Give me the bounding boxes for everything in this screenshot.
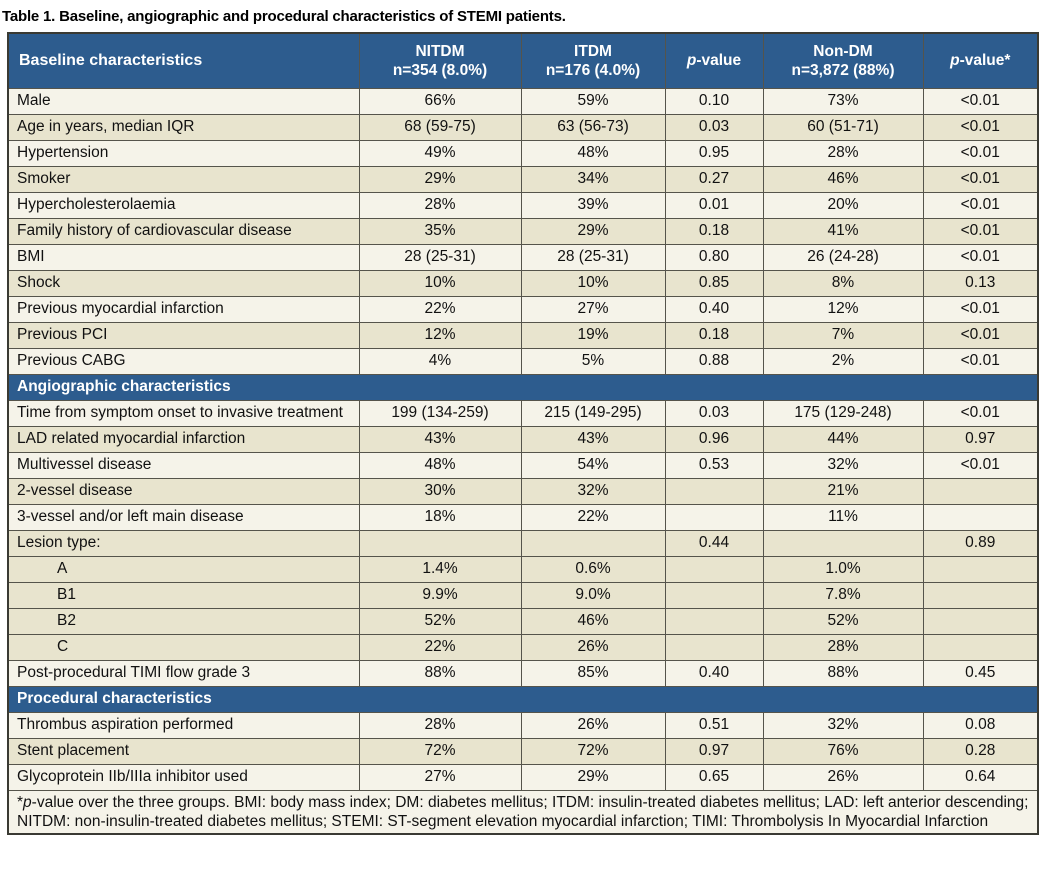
value-cell: 43% [521,426,665,452]
value-cell [763,530,923,556]
value-cell: <0.01 [923,452,1038,478]
value-cell: 54% [521,452,665,478]
column-header-1: NITDM n=354 (8.0%) [359,33,521,88]
value-cell: 12% [763,296,923,322]
value-cell: 29% [521,764,665,790]
footnote-line1: *p-value over the three groups. BMI: body mass index; DM: diabetes mellitus; ITDM: insulin-treated diabetes mellitus; LAD: left anterior descending; [17,793,1029,811]
table-row [8,738,1038,764]
table-row [8,660,1038,686]
table-row [8,556,1038,582]
row-label: Lesion type: [8,530,359,556]
value-cell: 72% [521,738,665,764]
value-cell: 26 (24-28) [763,244,923,270]
value-cell: 73% [763,88,923,114]
value-cell: 0.27 [665,166,763,192]
value-cell: 0.65 [665,764,763,790]
row-label: Thrombus aspiration performed [8,712,359,738]
value-cell: 44% [763,426,923,452]
table-row [8,452,1038,478]
value-cell: 72% [359,738,521,764]
value-cell: 28 (25-31) [521,244,665,270]
value-cell: 52% [763,608,923,634]
row-label: Hypercholesterolaemia [8,192,359,218]
table-row [8,270,1038,296]
value-cell [665,582,763,608]
value-cell: 0.96 [665,426,763,452]
table-row [8,348,1038,374]
section-header-procedural: Procedural characteristics [8,686,1038,712]
table-row [8,426,1038,452]
characteristics-table [7,32,1039,835]
row-label: B2 [8,608,359,634]
value-cell: 27% [521,296,665,322]
table-row [8,114,1038,140]
value-cell: 0.97 [665,738,763,764]
value-cell: <0.01 [923,322,1038,348]
value-cell: 46% [763,166,923,192]
row-label: Shock [8,270,359,296]
row-label: C [8,634,359,660]
value-cell: 39% [521,192,665,218]
value-cell: 22% [359,296,521,322]
value-cell: 60 (51-71) [763,114,923,140]
table-row [8,88,1038,114]
value-cell: 18% [359,504,521,530]
value-cell: 22% [521,504,665,530]
table-row [8,192,1038,218]
value-cell: 0.89 [923,530,1038,556]
value-cell: 215 (149-295) [521,400,665,426]
value-cell: 0.03 [665,114,763,140]
value-cell: 0.10 [665,88,763,114]
value-cell: 0.97 [923,426,1038,452]
value-cell: 0.44 [665,530,763,556]
value-cell: 8% [763,270,923,296]
value-cell: 66% [359,88,521,114]
row-label: Multivessel disease [8,452,359,478]
value-cell: 0.08 [923,712,1038,738]
value-cell: 63 (56-73) [521,114,665,140]
value-cell: 32% [763,712,923,738]
section-header-angiographic: Angiographic characteristics [8,374,1038,400]
table-row [8,504,1038,530]
value-cell: <0.01 [923,192,1038,218]
value-cell: 59% [521,88,665,114]
row-label: LAD related myocardial infarction [8,426,359,452]
value-cell: <0.01 [923,296,1038,322]
value-cell [923,478,1038,504]
value-cell [665,478,763,504]
value-cell: 0.80 [665,244,763,270]
value-cell: <0.01 [923,218,1038,244]
value-cell: 2% [763,348,923,374]
value-cell: 0.64 [923,764,1038,790]
value-cell: 4% [359,348,521,374]
row-label: Post-procedural TIMI flow grade 3 [8,660,359,686]
value-cell: 88% [359,660,521,686]
table-row [8,582,1038,608]
footnote-line2: NITDM: non-insulin-treated diabetes mellitus; STEMI: ST-segment elevation myocardial infarction; TIMI: Thrombolysis In Myocardial Infarction [17,812,989,830]
table-row [8,218,1038,244]
value-cell: 48% [359,452,521,478]
table-header-row [8,33,1038,88]
value-cell [665,504,763,530]
value-cell: 0.95 [665,140,763,166]
value-cell: 26% [521,634,665,660]
value-cell [665,556,763,582]
value-cell: 76% [763,738,923,764]
value-cell: 9.9% [359,582,521,608]
value-cell: 28 (25-31) [359,244,521,270]
value-cell: 0.28 [923,738,1038,764]
value-cell: 34% [521,166,665,192]
row-label: Glycoprotein IIb/IIIa inhibitor used [8,764,359,790]
value-cell [923,582,1038,608]
table-row [8,400,1038,426]
value-cell: 28% [359,192,521,218]
value-cell: 29% [521,218,665,244]
value-cell: 0.40 [665,660,763,686]
value-cell: 0.85 [665,270,763,296]
value-cell: 0.51 [665,712,763,738]
value-cell: 0.40 [665,296,763,322]
column-header-3: p-value [665,33,763,88]
value-cell [923,504,1038,530]
value-cell [923,634,1038,660]
table-row [8,244,1038,270]
value-cell: 68 (59-75) [359,114,521,140]
value-cell: 10% [359,270,521,296]
value-cell: 0.18 [665,218,763,244]
value-cell: 10% [521,270,665,296]
value-cell: 12% [359,322,521,348]
table-row [8,478,1038,504]
column-header-2: ITDM n=176 (4.0%) [521,33,665,88]
value-cell: <0.01 [923,166,1038,192]
row-label: 3-vessel and/or left main disease [8,504,359,530]
value-cell: 19% [521,322,665,348]
value-cell: 29% [359,166,521,192]
value-cell: 32% [521,478,665,504]
value-cell: 28% [763,140,923,166]
row-label: Time from symptom onset to invasive treatment [8,400,359,426]
value-cell: 35% [359,218,521,244]
row-label: A [8,556,359,582]
value-cell: 22% [359,634,521,660]
value-cell: <0.01 [923,244,1038,270]
value-cell: 0.88 [665,348,763,374]
value-cell: 26% [763,764,923,790]
table-row [8,764,1038,790]
table-row [8,140,1038,166]
value-cell: 0.18 [665,322,763,348]
table-row [8,608,1038,634]
row-label: Hypertension [8,140,359,166]
table-row [8,296,1038,322]
value-cell [665,608,763,634]
value-cell: 32% [763,452,923,478]
row-label: B1 [8,582,359,608]
row-label: Previous CABG [8,348,359,374]
value-cell: 199 (134-259) [359,400,521,426]
value-cell: 85% [521,660,665,686]
value-cell: 11% [763,504,923,530]
table-row [8,530,1038,556]
value-cell: 28% [359,712,521,738]
value-cell: 7.8% [763,582,923,608]
value-cell: <0.01 [923,400,1038,426]
value-cell: 0.53 [665,452,763,478]
table-row [8,322,1038,348]
value-cell: 175 (129-248) [763,400,923,426]
value-cell: 46% [521,608,665,634]
row-label: Stent placement [8,738,359,764]
row-label: Smoker [8,166,359,192]
value-cell: 30% [359,478,521,504]
table-row [8,166,1038,192]
value-cell: <0.01 [923,348,1038,374]
table-row [8,712,1038,738]
value-cell: 9.0% [521,582,665,608]
value-cell [665,634,763,660]
value-cell: 0.45 [923,660,1038,686]
value-cell: 26% [521,712,665,738]
value-cell [923,556,1038,582]
value-cell: 5% [521,348,665,374]
value-cell: 88% [763,660,923,686]
value-cell: 0.03 [665,400,763,426]
value-cell: 0.01 [665,192,763,218]
value-cell: 21% [763,478,923,504]
value-cell: 7% [763,322,923,348]
row-label: BMI [8,244,359,270]
footnote [8,790,1038,834]
table-title: Table 1. Baseline, angiographic and procedural characteristics of STEMI patients. [2,8,566,25]
row-label: Family history of cardiovascular disease [8,218,359,244]
header-baseline-characteristics: Baseline characteristics [8,33,359,88]
value-cell [923,608,1038,634]
value-cell: 0.6% [521,556,665,582]
value-cell [521,530,665,556]
value-cell: <0.01 [923,140,1038,166]
value-cell: 41% [763,218,923,244]
value-cell: 0.13 [923,270,1038,296]
footnote-row [8,790,1038,834]
table-body [8,88,1038,790]
value-cell: 48% [521,140,665,166]
table-row [8,634,1038,660]
section-header-row-angiographic [8,374,1038,400]
value-cell: 20% [763,192,923,218]
value-cell: 1.4% [359,556,521,582]
row-label: 2-vessel disease [8,478,359,504]
value-cell: 28% [763,634,923,660]
column-header-5: p-value* [923,33,1038,88]
value-cell: 1.0% [763,556,923,582]
row-label: Age in years, median IQR [8,114,359,140]
section-header-row-procedural [8,686,1038,712]
value-cell: <0.01 [923,114,1038,140]
row-label: Previous PCI [8,322,359,348]
value-cell: 43% [359,426,521,452]
value-cell: 52% [359,608,521,634]
row-label: Male [8,88,359,114]
value-cell [359,530,521,556]
row-label: Previous myocardial infarction [8,296,359,322]
column-header-4: Non-DM n=3,872 (88%) [763,33,923,88]
value-cell: <0.01 [923,88,1038,114]
value-cell: 49% [359,140,521,166]
value-cell: 27% [359,764,521,790]
